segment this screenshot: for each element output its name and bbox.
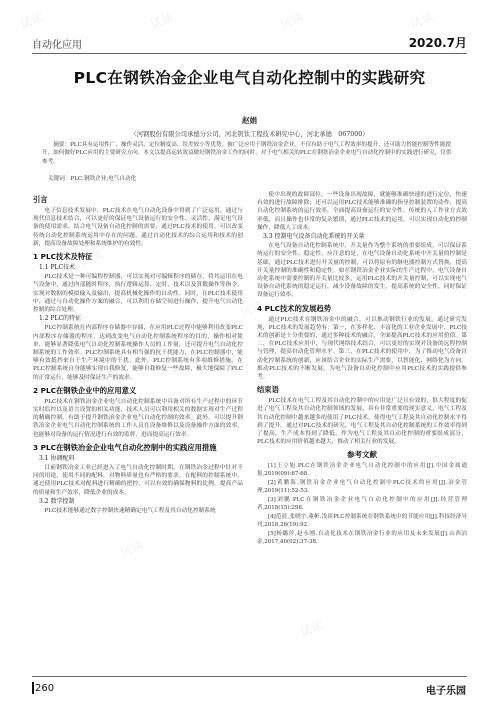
subsection-heading: 3.2 数学控制 xyxy=(39,497,75,505)
body-paragraph: 通过PLC技术在钢铁冶金中的融合，可以推动钢铁行业的发展。通过研究发现，PLC技术的发展趋势有：第一，在多样化、丰富化的工业企业发展中，PLC技术的创新是十分重要的，通过多种技术的融合，全面提高PLC技术的应用价值。第二，在PLC技术应用中，与现代网络技术结合，可以更好的实现对设备的远程控制与管理，提高自动化管理水平。第三，在PLC技术的使用中，为了推动电气设备自动化控制系统的创新，应该结合企业的实际生产需要，以智能化、网络化为方向，推动PLC技术的不断发展，为电气设备自动化控制中应用PLC技术的实践提供参考。 xyxy=(257,316,467,381)
reference-item: [5]杨璐萍,赵永刚.自动化技术在钢铁冶金行业的应用及未来发展[J].山西冶金,2017,40(02):37-38. xyxy=(257,530,467,545)
body-paragraph: PLC技术在电气工程及其自动化控制中的应用是广泛且有效的，很大程度的促进了电气工程及其自动化控制领域的发展，具有非常重要的现实意义。电气工程及其自动化控制中越来越多的使用了PLC技术，使得电气工程及其自动化控制水平得到了提升。通过对PLC技术的研究，电气工程及其自动化控制系统的工作效率得到了提高，生产成本得到了降低，作为电气工程及其自动化控制的重要组成部分，PLC技术的应用价值越来越大，推动了相关行业的发展。 xyxy=(257,398,467,446)
section-heading: 1 PLC技术及特征 xyxy=(33,252,93,262)
body-paragraph: PLC技术能够通过数字控制快速精确定电气工程及其自动化控制系统 xyxy=(44,508,216,515)
body-paragraph: 目前钢铁冶金工业已经进入了电气自动化控制时期，在钢铁冶金过程中针对不同的用途，使用不同的配料，对物料质量也有严格的要求。在配料的控制系统中，通过使用PLC技术对配料进行精确的把控，可以有效的确保物料的比例，提高产品的质量和生产效率，降低企业的成本。 xyxy=(33,465,243,496)
reference-item: [4]范晨,张晓宇,董彬.浅谈PLC控制系统在钢铁系统中的节能应用[J].科技经济导刊,2018,26(19):92. xyxy=(257,513,467,528)
body-paragraph: PLC技术在钢铁冶金企业电气自动化控制系统中具备对所有生产过程中的环节实时监控以及语言设置的相关功能，技术人员可以利用相关的数据实现对生产过程的精确控制，有助于提升钢铁冶金企业电气自动化控制的效率。此外，可以提升钢铁冶金企业电气自动化控制系统的工作人员在设备维修以及设备操作方面的效率，也能够对设备的运行情况进行有效的监督，进而提高运行效率。 xyxy=(33,398,243,438)
author-affiliation: （河钢股份有限公司承德分公司，河北钒钛工程技术研究中心，河北承德 067000） xyxy=(130,131,369,138)
body-paragraph: 在电气设备自动化控制系统中，开关量作为整个系统的重要组成，可以保证系统运行的安全性、稳定性，应注意的是，在电气设备自动化系统中开关量的控制是基础，通过PLC技术进行开关量的控制，可以将原有的继电器控制方式替换，提高开关量控制的准确性和稳定性。如在钢铁冶金企业实际的生产过程中，电气设备自动化系统中需要控制的开关量比较多，运用PLC技术的开关量控制，可以实现电气设备自动化系统的稳定运行，减少设备故障的发生，提高系统的安全性，同时保证设备运行效率。 xyxy=(257,243,467,299)
body-paragraph: 使中出现的故障部位，一些设备出现故障，就能够准确快速的进行定位，快速有效的进行故障排除；还可以运用PLC技术能够准确的指导控制装置的动作，提高自动化控制系统的运行效率，全面提高设备运行的安全性。传统的人工作业方式效率低，而且操作也非常的复杂繁琐，通过PLC技术的运用，可以实现自动化的控制操作，降低人工成本。 xyxy=(257,192,467,231)
journal-name: 电子乐园 xyxy=(426,686,466,697)
issue-date: 2020.7月 xyxy=(408,36,467,50)
watermark-text: 试读 xyxy=(238,297,266,319)
page-number: 260 xyxy=(35,683,55,694)
body-paragraph: 电子信息技术发展中，PLC技术在电气自动化设备中得到了广泛运用，通过与现代信息技术结合，可以更好的保证电气设备运行的安全性、灵活性，满足电气设备的使用需求。结合电气设备自动化控制的需要，通过PLC技术的使用，可以改变传统自动化控制系统运用中存在的问题，通过自动化技术的综合运用和技术的创新，提高设备故障处理和系统维护的有效性。 xyxy=(33,208,243,247)
section-heading: 引言 xyxy=(33,195,48,204)
footer-divider xyxy=(32,676,467,677)
subsection-heading: 1.2 PLC的特征 xyxy=(39,315,82,323)
section-heading: 结束语 xyxy=(257,385,279,395)
body-paragraph: PLC控制系统在内部程序存储器中存储，在应用PLC过程中能够利用改变PLC内部程序存储器的程序，达到改变电气自动化控制系统程序的目的，操作相对简单，能够显著降低电气自动化控制系统操作人员的工作量，还可提升电气自动化控制系统的工作效率。PLC控制系统具有相当强的抗干扰能力，在PLC控制器中，能够有效抵挡来自于生产环境中的干扰。此外，PLC控制系统有多项维修措施，在PLC控制系统自身能够实现自我修复，能够自我修复一些故障，极大地保障了PLC的正常运行，能够及时保证生产的效率。 xyxy=(33,325,243,381)
watermark-text: 试读 xyxy=(398,417,426,439)
watermark-text: 试读 xyxy=(118,537,146,559)
watermark-text: 试读 xyxy=(78,247,106,269)
left-column xyxy=(33,191,243,516)
abstract-text: PLC具有运用性广、操作灵活、定位精度高、误差较小等优势，被广泛应用于钢铁冶金企业，不仅有助于电气工程效率的提升，还可助力智能控制等性能提升，如何做好PLC应用的主要研究方向。本文以提高运转效益做好钢铁冶金工作的同时，对于电气相关的PLC在钢铁冶金企业电气自动化控制中的实践进行研究，仅供参考。 xyxy=(42,142,452,165)
section-heading: 3 PLC在钢铁冶金企业电气自动化控制中的实践应用措施 xyxy=(33,442,217,452)
abstract-block xyxy=(42,141,457,166)
article-title: PLC在钢铁冶金企业电气自动化控制中的实践研究 xyxy=(73,69,426,87)
author-name: 赵娟 xyxy=(242,116,257,125)
watermark-text: 试读 xyxy=(298,617,326,639)
subsection-heading: 1.1 PLC技术 xyxy=(39,264,76,272)
section-label: 自动化应用 xyxy=(32,40,82,51)
references-heading: 参考文献 xyxy=(347,450,377,460)
watermark-text: 试读 xyxy=(408,9,436,31)
watermark-text: 试读 xyxy=(148,9,176,31)
reference-item: [3]刘鹏.PLC在钢铁冶金企业电气自动化控制中的应用[J].经营管理者,2018(15):298. xyxy=(257,496,467,511)
subsection-heading: 3.1 协调配料 xyxy=(39,454,75,462)
abstract-label: 摘要： xyxy=(53,142,70,148)
right-column xyxy=(257,191,467,547)
body-paragraph: PLC技术是一种可编程控制器，可以实现对可编辑程序的储存，将其运用在电气设备中，通过内部随时程序，执行逻辑运算、定时、技术以及算数操作等指令，实现对数据的模拟输入及输出，提高机械化操作的自动性。同时，在PLC技术使用中，通过与自动化操作方案的融合，可以利用存储空间进行操作，提升电气自动化控制的综合处理。 xyxy=(33,274,243,314)
subsection-heading: 3.3 控制电气设备自动化系统的开关量 xyxy=(263,233,365,241)
watermark-text: 试读 xyxy=(18,9,46,31)
page-number-marker xyxy=(32,682,34,694)
reference-item: [1]王立旭.PLC在钢铁冶金企业电气自动化控制中的应用[J].中国金属通报,2019(09):67-68. xyxy=(257,462,467,477)
section-heading: 4 PLC技术的发展趋势 xyxy=(257,303,332,313)
reference-item: [2]黄鹏海.钢铁冶金企业电气自动化控制中PLC技术的应用[J].冶金管理,2019(11):52-53. xyxy=(257,479,467,494)
keywords-line: 关键词：PLC;钢铁企业;电气自动化 xyxy=(48,176,137,182)
section-heading: 2 PLC在钢铁企业中的应用意义 xyxy=(33,385,137,395)
watermark-text: 试读 xyxy=(278,9,306,31)
page-header xyxy=(32,34,467,52)
abstract-paragraph xyxy=(42,141,457,166)
header-divider xyxy=(32,53,467,54)
